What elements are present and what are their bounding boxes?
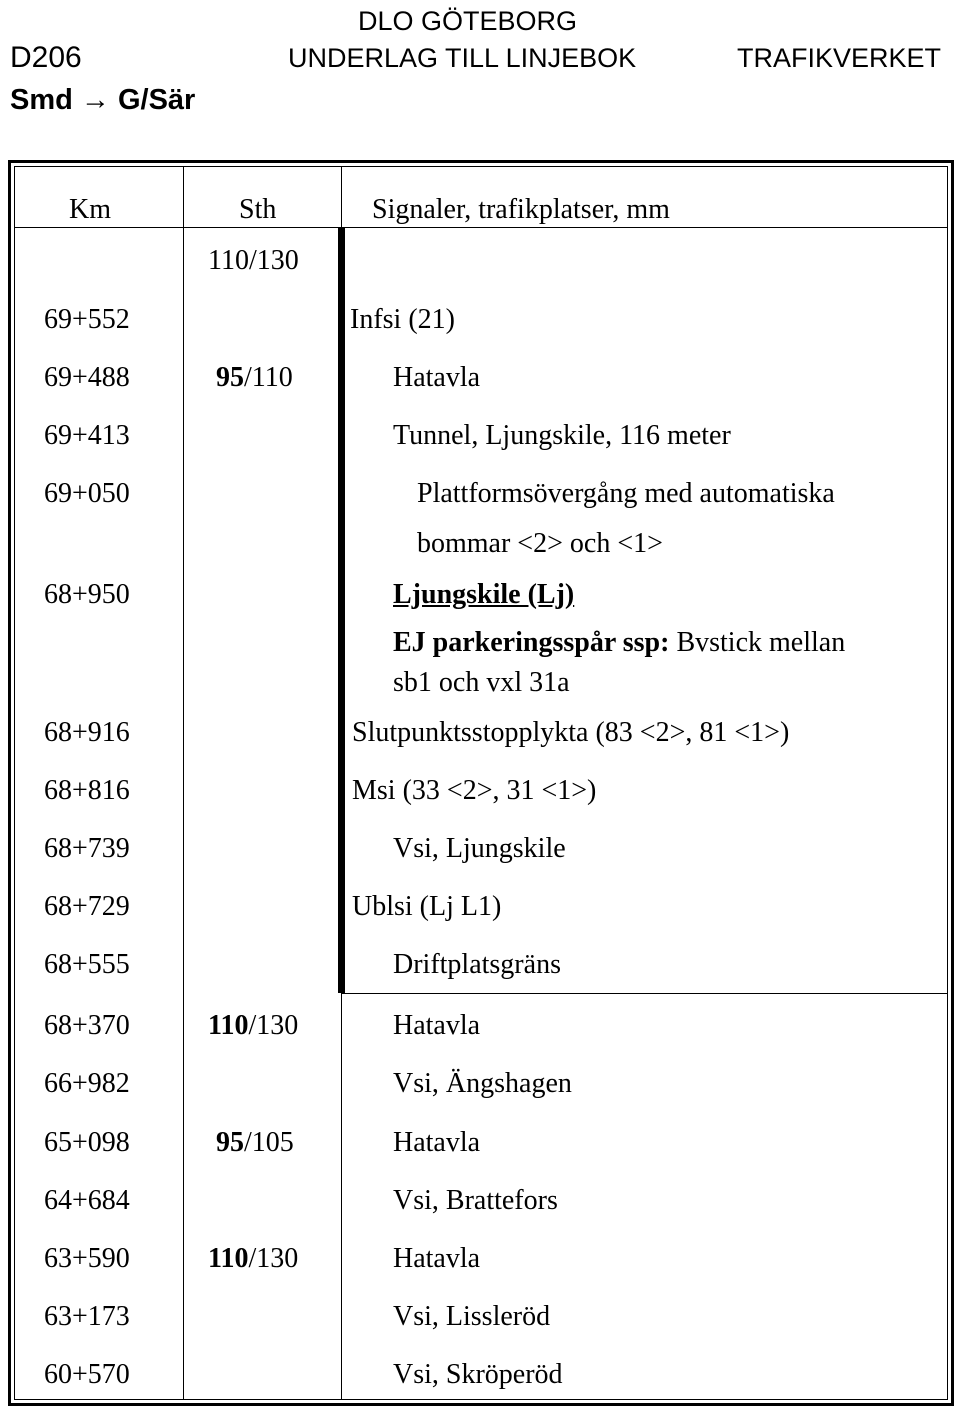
signal-text: Msi (33 <2>, 31 <1>) — [352, 775, 597, 806]
speed-value: 95/110 — [216, 362, 293, 393]
signal-text: Slutpunktsstopplykta (83 <2>, 81 <1>) — [352, 717, 790, 748]
signal-text: Plattformsövergång med automatiska — [417, 478, 835, 509]
km-value: 60+570 — [44, 1359, 130, 1390]
km-value: 68+729 — [44, 891, 130, 922]
km-value: 63+590 — [44, 1243, 130, 1274]
km-value: 69+050 — [44, 478, 130, 509]
document-code: D206 — [10, 41, 82, 74]
route-to: G/Sär — [117, 84, 196, 116]
signal-text: Vsi, Ängshagen — [393, 1068, 572, 1099]
route-title — [10, 86, 195, 115]
signal-note: EJ parkeringsspår ssp: Bvstick mellan — [393, 627, 846, 658]
speed-value: 110/130 — [208, 1010, 299, 1041]
signal-text: Vsi, Lissleröd — [393, 1301, 551, 1332]
km-value: 68+816 — [44, 775, 130, 806]
header-divider — [15, 227, 947, 228]
column-header-sth: Sth — [239, 194, 277, 225]
section-divider — [341, 993, 947, 994]
km-value: 69+413 — [44, 420, 130, 451]
speed-value: 95/105 — [216, 1127, 294, 1158]
km-value: 68+370 — [44, 1010, 130, 1041]
signal-text: Hatavla — [393, 1010, 481, 1041]
km-value: 68+916 — [44, 717, 130, 748]
signal-text: Driftplatsgräns — [393, 949, 561, 980]
km-value: 68+555 — [44, 949, 130, 980]
agency-name: TRAFIKVERKET — [737, 43, 942, 73]
speed-value: 110/130 — [208, 1243, 299, 1274]
signal-text: Hatavla — [393, 362, 481, 393]
column-header-km: Km — [69, 194, 111, 225]
signal-text: Vsi, Skröperöd — [393, 1359, 563, 1390]
route-from: Smd — [10, 84, 73, 116]
signal-text: Hatavla — [393, 1127, 481, 1158]
station-name: Ljungskile (Lj) — [393, 579, 575, 610]
document-title: UNDERLAG TILL LINJEBOK — [288, 43, 637, 73]
km-value: 69+552 — [44, 304, 130, 335]
signal-text: bommar <2> och <1> — [417, 528, 663, 559]
km-value: 63+173 — [44, 1301, 130, 1332]
line-table — [8, 160, 954, 1406]
km-value: 65+098 — [44, 1127, 130, 1158]
km-value: 66+982 — [44, 1068, 130, 1099]
station-track-bar — [338, 227, 345, 993]
signal-text: Infsi (21) — [350, 304, 455, 335]
signal-text: Tunnel, Ljungskile, 116 meter — [393, 420, 731, 451]
signal-text: Ublsi (Lj L1) — [352, 891, 502, 922]
speed-value: 110/130 — [208, 245, 299, 276]
signal-text: Vsi, Brattefors — [393, 1185, 558, 1216]
km-value: 64+684 — [44, 1185, 130, 1216]
km-value: 68+739 — [44, 833, 130, 864]
column-divider — [183, 167, 184, 1399]
column-header-signals: Signaler, trafikplatser, mm — [372, 194, 670, 225]
km-value: 69+488 — [44, 362, 130, 393]
signal-text: Hatavla — [393, 1243, 481, 1274]
signal-text: Vsi, Ljungskile — [393, 833, 566, 864]
arrow-right-icon: → — [80, 84, 110, 116]
km-value: 68+950 — [44, 579, 130, 610]
organization-title: DLO GÖTEBORG — [358, 6, 578, 36]
signal-text: sb1 och vxl 31a — [393, 667, 570, 698]
